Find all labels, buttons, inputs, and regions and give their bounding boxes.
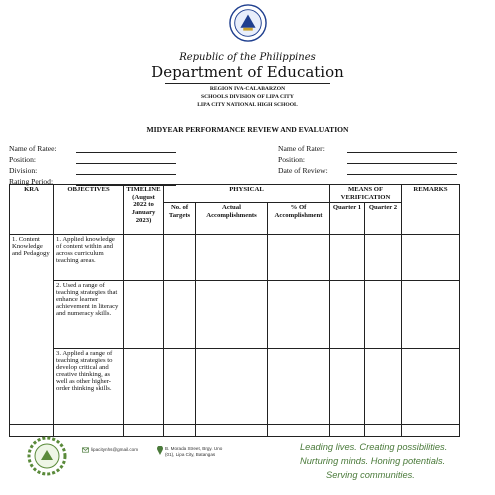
objective-cell: 1. Applied knowledge of content within and across curriculum teaching areas. xyxy=(54,235,124,281)
department-name: Department of Education xyxy=(151,63,344,81)
physical-header: PHYSICAL xyxy=(164,185,330,203)
means-of-verification-header: MEANS OF VERIFICATION xyxy=(330,185,402,203)
actual-accomplishments-header: Actual Accomplishments xyxy=(196,203,268,235)
percent-cell[interactable] xyxy=(268,281,330,349)
kra-cell: 1. Content Knowledge and Pedagogy xyxy=(10,235,54,425)
targets-cell[interactable] xyxy=(164,349,196,425)
footer-email: lipacitynhs@gmail.com xyxy=(91,447,139,452)
rater-position-label: Position: xyxy=(278,155,306,164)
actual-cell[interactable] xyxy=(196,235,268,281)
location-pin-icon xyxy=(157,446,163,455)
date-of-review-field[interactable] xyxy=(347,174,457,175)
motto-line-1: Leading lives. Creating possibilities. xyxy=(300,442,448,452)
remarks-cell[interactable] xyxy=(402,281,460,349)
rater-name-field[interactable] xyxy=(347,152,457,153)
quarter-2-cell[interactable] xyxy=(365,281,402,349)
deped-seal-icon xyxy=(229,4,267,42)
division-label: SCHOOLS DIVISION OF LIPA CITY xyxy=(201,94,294,100)
rating-period-label: Rating Period: xyxy=(9,177,54,186)
actual-cell[interactable] xyxy=(196,425,268,437)
remarks-header: REMARKS xyxy=(402,185,460,235)
quarter-1-cell[interactable] xyxy=(330,281,365,349)
targets-cell[interactable] xyxy=(164,235,196,281)
review-table xyxy=(9,184,460,437)
quarter-1-cell[interactable] xyxy=(330,425,365,437)
table-row xyxy=(10,235,460,281)
school-label: LIPA CITY NATIONAL HIGH SCHOOL xyxy=(197,102,298,108)
remarks-cell[interactable] xyxy=(402,425,460,437)
timeline-cell[interactable] xyxy=(124,425,164,437)
ratee-division-label: Division: xyxy=(9,166,38,175)
header-divider xyxy=(165,83,330,84)
timeline-header: TIMELINE (August 2022 to January 2023) xyxy=(124,185,164,235)
ratee-position-label: Position: xyxy=(9,155,37,164)
ratee-position-field[interactable] xyxy=(76,163,176,164)
remarks-cell[interactable] xyxy=(402,349,460,425)
region-label: REGION IVA-CALABARZON xyxy=(209,86,286,92)
quarter-2-cell[interactable] xyxy=(365,349,402,425)
timeline-cell[interactable] xyxy=(124,235,164,281)
objective-cell: 2. Used a range of teaching strategies that enhance learner achievement in literacy and numeracy skills. xyxy=(54,281,124,349)
rater-position-field[interactable] xyxy=(347,163,457,164)
timeline-cell[interactable] xyxy=(124,349,164,425)
remarks-cell[interactable] xyxy=(402,235,460,281)
timeline-cell[interactable] xyxy=(124,281,164,349)
actual-cell[interactable] xyxy=(196,281,268,349)
percent-cell[interactable] xyxy=(268,349,330,425)
date-of-review-label: Date of Review: xyxy=(278,166,328,175)
quarter-1-header: Quarter 1 xyxy=(330,203,365,235)
table-row xyxy=(10,281,460,349)
table-row xyxy=(10,425,460,437)
actual-cell[interactable] xyxy=(196,349,268,425)
footer-address: B. Morada Street, Brgy. Uno (01), Lipa City, Batangas xyxy=(165,446,223,457)
table-row xyxy=(10,349,460,425)
percent-cell[interactable] xyxy=(268,235,330,281)
document-title: MIDYEAR PERFORMANCE REVIEW AND EVALUATION xyxy=(146,125,349,134)
percent-accomplishment-header: % Of Accomplishment xyxy=(268,203,330,235)
kra-header: KRA xyxy=(10,185,54,235)
quarter-2-cell[interactable] xyxy=(365,425,402,437)
targets-cell[interactable] xyxy=(164,281,196,349)
quarter-1-cell[interactable] xyxy=(330,235,365,281)
motto-line-3: Serving communities. xyxy=(326,470,415,480)
percent-cell[interactable] xyxy=(268,425,330,437)
school-seal-icon xyxy=(27,436,67,476)
motto-line-2: Nurturing minds. Honing potentials. xyxy=(300,456,446,466)
targets-cell[interactable] xyxy=(164,425,196,437)
email-icon xyxy=(82,447,89,453)
ratee-name-label: Name of Ratee: xyxy=(9,144,57,153)
ratee-name-field[interactable] xyxy=(76,152,176,153)
targets-header: No. of Targets xyxy=(164,203,196,235)
quarter-2-cell[interactable] xyxy=(365,235,402,281)
quarter-2-header: Quarter 2 xyxy=(365,203,402,235)
ratee-division-field[interactable] xyxy=(76,174,176,175)
republic-label: Republic of the Philippines xyxy=(179,52,316,63)
quarter-1-cell[interactable] xyxy=(330,349,365,425)
objectives-header: OBJECTIVES xyxy=(54,185,124,235)
rater-name-label: Name of Rater: xyxy=(278,144,325,153)
objective-cell: 3. Applied a range of teaching strategies to develop critical and creative thinking, as well as other higher-order thinking skills. xyxy=(54,349,124,425)
